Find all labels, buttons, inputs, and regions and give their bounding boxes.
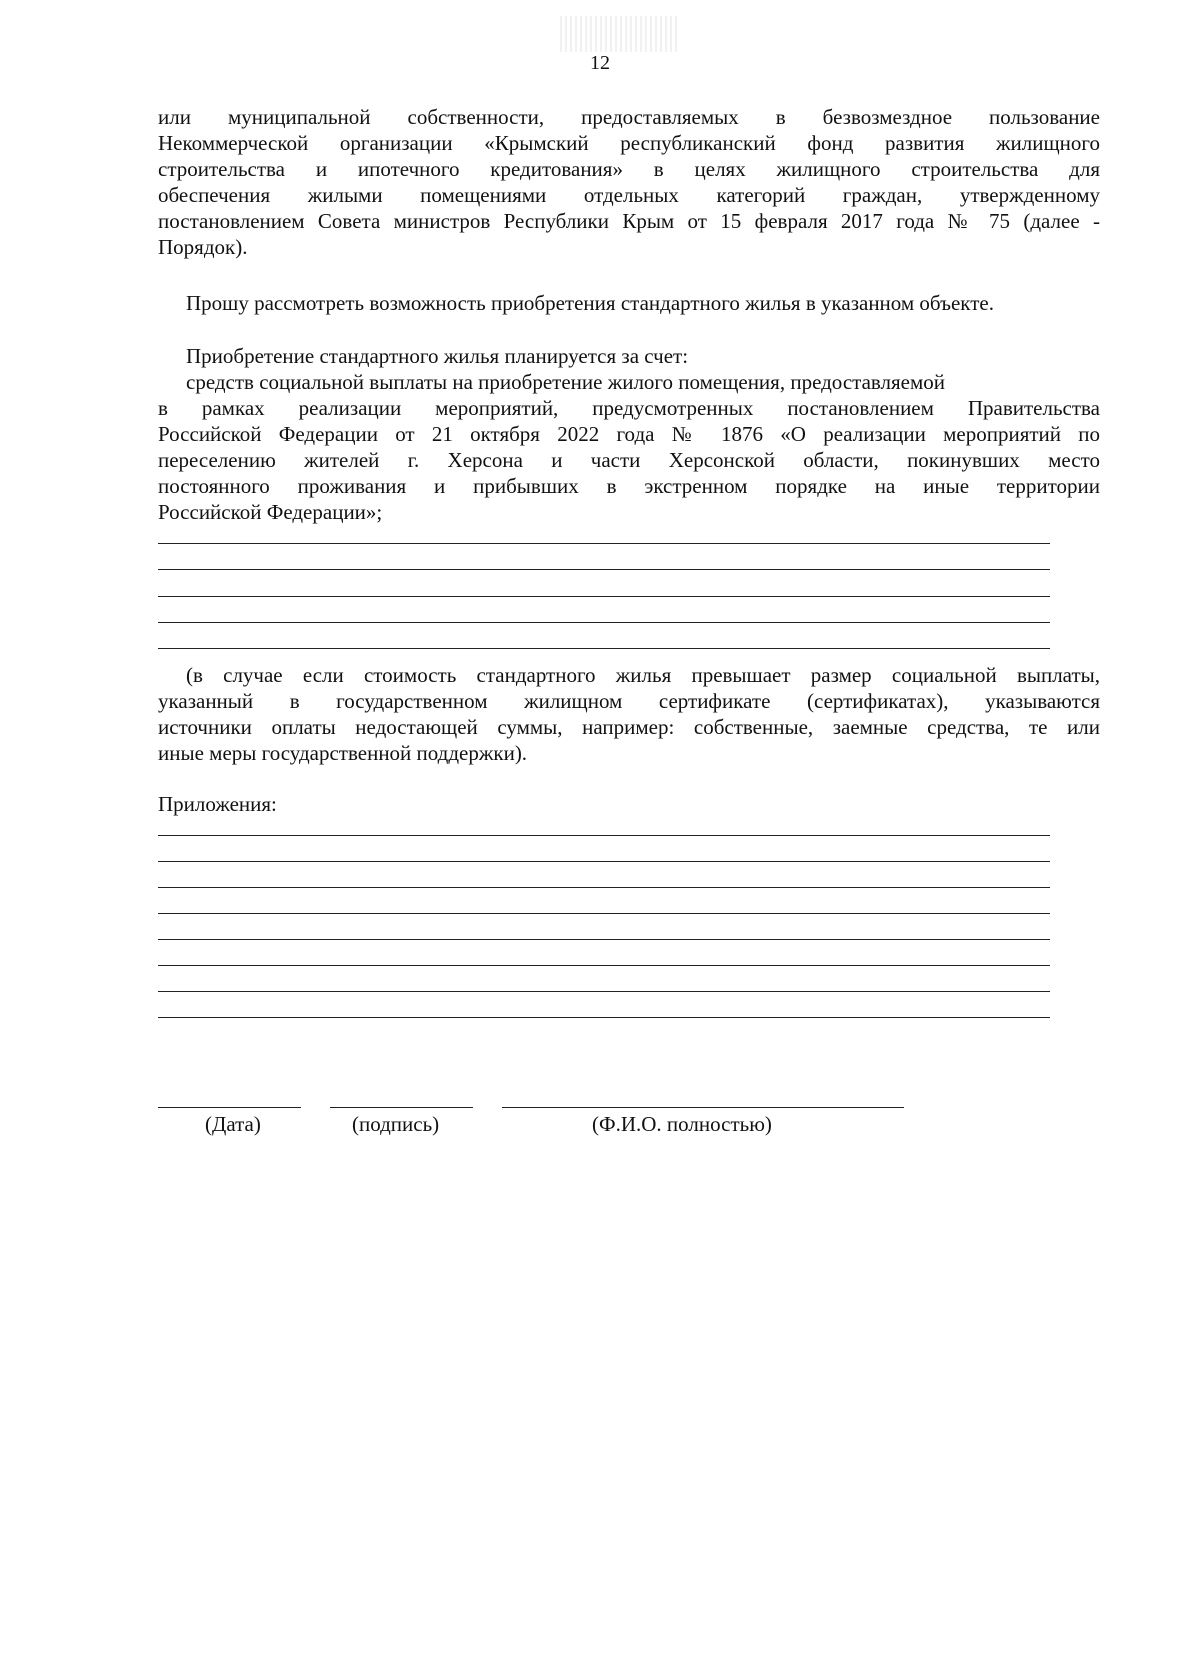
paragraph-line: постоянного проживания и прибывших в экстренном порядке на иные территории: [158, 474, 1100, 498]
blank-funding-line-5[interactable]: [158, 648, 1050, 649]
paragraph-line: переселению жителей г. Херсона и части Херсонской области, покинувших место: [158, 448, 1100, 472]
paragraph-line: Российской Федерации от 21 октября 2022 года № 1876 «О реализации мероприятий по: [158, 422, 1100, 446]
paragraph-line: Некоммерческой организации «Крымский республиканский фонд развития жилищного: [158, 131, 1100, 155]
blank-appendix-line-7[interactable]: [158, 991, 1050, 992]
signature-line[interactable]: [330, 1107, 473, 1108]
request-paragraph: Прошу рассмотреть возможность приобретения стандартного жилья в указанном объекте.: [186, 291, 994, 315]
full-name-label: (Ф.И.О. полностью): [592, 1112, 772, 1136]
note-paragraph: [158, 662, 1100, 766]
blank-appendix-line-1[interactable]: [158, 835, 1050, 836]
signature-label: (подпись): [352, 1112, 440, 1136]
paragraph-line: (в случае если стоимость стандартного жилья превышает размер социальной выплаты,: [186, 663, 1100, 687]
paragraph-line: указанный в государственном жилищном сертификате (сертификатах), указываются: [158, 689, 1100, 713]
blank-funding-line-4[interactable]: [158, 622, 1050, 623]
paragraph-line: или муниципальной собственности, предоставляемых в безвозмездное пользование: [158, 105, 1100, 129]
date-label: (Дата): [205, 1112, 261, 1136]
blank-appendix-line-6[interactable]: [158, 965, 1050, 966]
paragraph-line: Порядок).: [158, 235, 248, 259]
paragraph-line: Российской Федерации»;: [158, 500, 383, 524]
blank-appendix-line-2[interactable]: [158, 861, 1050, 862]
blank-appendix-line-4[interactable]: [158, 913, 1050, 914]
blank-funding-line-3[interactable]: [158, 596, 1050, 597]
blank-appendix-line-3[interactable]: [158, 887, 1050, 888]
paragraph-line: обеспечения жилыми помещениями отдельных категорий граждан, утвержденному: [158, 183, 1100, 207]
funding-intro: Приобретение стандартного жилья планируется за счет:: [186, 344, 689, 368]
funding-item-paragraph: [158, 395, 1100, 525]
blank-appendix-line-5[interactable]: [158, 939, 1050, 940]
paragraph-line: постановлением Совета министров Республики Крым от 15 февраля 2017 года № 75 (далее -: [158, 209, 1100, 233]
paragraph-legal-basis: [158, 104, 1100, 260]
appendix-label: Приложения:: [158, 792, 277, 816]
funding-item-first-line: средств социальной выплаты на приобретение жилого помещения, предоставляемой: [186, 370, 946, 394]
full-name-signature-line[interactable]: [502, 1107, 904, 1108]
blank-funding-line-2[interactable]: [158, 569, 1050, 570]
blank-funding-line-1[interactable]: [158, 543, 1050, 544]
blank-appendix-line-8[interactable]: [158, 1017, 1050, 1018]
scan-artifact: [560, 16, 680, 52]
paragraph-line: строительства и ипотечного кредитования» в целях жилищного строительства для: [158, 157, 1100, 181]
page-number: 12: [590, 52, 610, 74]
paragraph-line: в рамках реализации мероприятий, предусмотренных постановлением Правительства: [158, 396, 1100, 420]
date-signature-line[interactable]: [158, 1107, 301, 1108]
paragraph-line: иные меры государственной поддержки).: [158, 741, 528, 765]
paragraph-line: источники оплаты недостающей суммы, например: собственные, заемные средства, те или: [158, 715, 1100, 739]
